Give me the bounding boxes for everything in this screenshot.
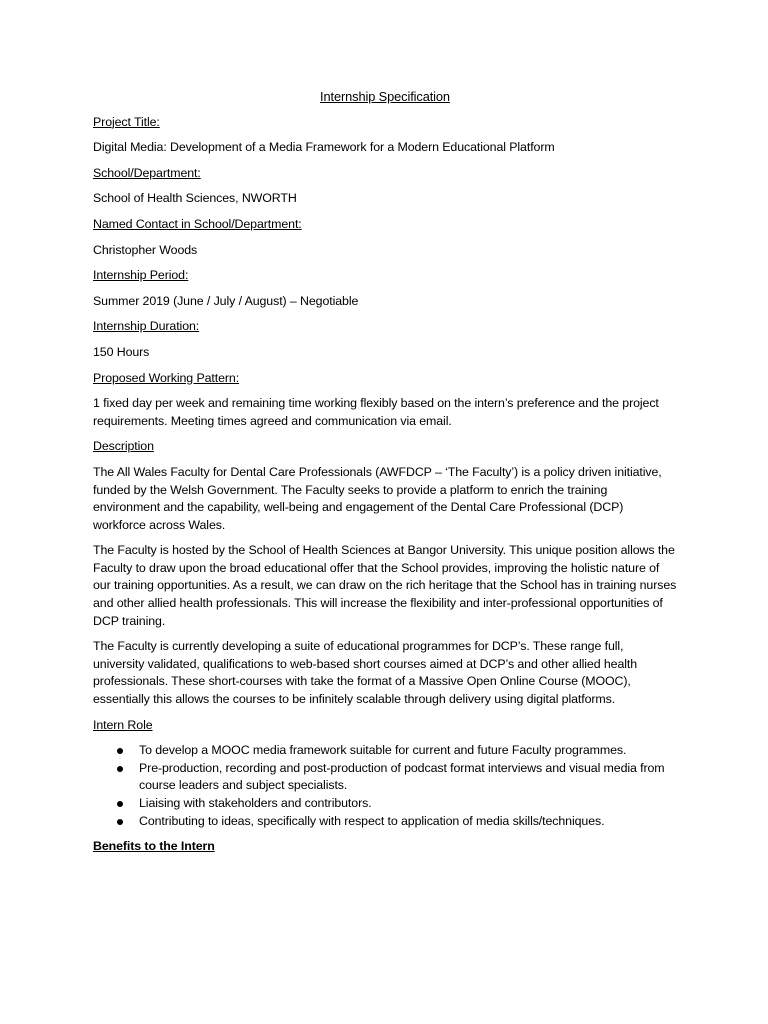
list-item-text: To develop a MOOC media framework suitable for current and future Faculty programmes. bbox=[139, 743, 627, 758]
period-heading: Internship Period: bbox=[93, 268, 189, 283]
contact-heading: Named Contact in School/Department: bbox=[93, 216, 302, 231]
bullet-icon bbox=[117, 766, 123, 772]
project-title-text: Digital Media: Development of a Media Framework for a Modern Educational Platform bbox=[93, 140, 555, 155]
list-item bbox=[93, 760, 677, 795]
project-title-heading: Project Title: bbox=[93, 114, 160, 129]
duration-heading: Internship Duration: bbox=[93, 319, 200, 334]
document-body bbox=[93, 88, 677, 864]
bullet-icon bbox=[117, 819, 123, 825]
description-paragraph: The Faculty is hosted by the School of Health Sciences at Bangor University. This unique position allows the Faculty to draw upon the broad educational offer that the School provides, improving the holistic nature of our training opportunities. As a result, we can draw on the rich heritage that the School has in training nurses and other allied health professionals. This will increase the flexibility and inter-professional opportunities of DCP training. bbox=[93, 543, 677, 628]
bullet-icon bbox=[117, 748, 123, 754]
list-item bbox=[93, 813, 677, 831]
intern-role-heading: Intern Role bbox=[93, 717, 153, 732]
duration-text: 150 Hours bbox=[93, 344, 150, 359]
school-heading: School/Department: bbox=[93, 165, 201, 180]
description-paragraph: The All Wales Faculty for Dental Care Professionals (AWFDCP – ‘The Faculty’) is a policy driven initiative, funded by the Welsh Government. The Faculty seeks to provide a platform to enrich the training environment and the capability, well-being and engagement of the Dental Care Professional (DCP) workforce across Wales. bbox=[93, 464, 662, 532]
list-item-text: Liaising with stakeholders and contributors. bbox=[139, 796, 372, 810]
description-heading: Description bbox=[93, 439, 154, 454]
benefits-heading: Benefits to the Intern bbox=[93, 839, 215, 854]
list-item bbox=[93, 795, 677, 813]
bullet-icon bbox=[117, 801, 123, 807]
working-pattern-text: 1 fixed day per week and remaining time working flexibly based on the intern’s preference and the project requirements. Meeting times agreed and communication via email. bbox=[93, 396, 659, 428]
contact-text: Christopher Woods bbox=[93, 242, 198, 257]
list-item bbox=[93, 742, 677, 760]
intern-role-list bbox=[93, 742, 677, 830]
school-text: School of Health Sciences, NWORTH bbox=[93, 191, 297, 206]
description-paragraph: The Faculty is currently developing a suite of educational programmes for DCP’s. These range full, university validated, qualifications to web-based short courses aimed at DCP’s and other allied health professionals. These short-courses with take the format of a Massive Open Online Course (MOOC), essentially this allows the courses to be infinitely scalable through delivery using digital platforms. bbox=[93, 639, 638, 707]
list-item-text: Contributing to ideas, specifically with respect to application of media skills/techniques. bbox=[139, 813, 605, 828]
document-title: Internship Specification bbox=[320, 89, 450, 104]
working-pattern-heading: Proposed Working Pattern: bbox=[93, 370, 240, 385]
list-item-text: Pre-production, recording and post-production of podcast format interviews and visual media from course leaders and subject specialists. bbox=[139, 760, 665, 793]
period-text: Summer 2019 (June / July / August) – Negotiable bbox=[93, 293, 359, 308]
